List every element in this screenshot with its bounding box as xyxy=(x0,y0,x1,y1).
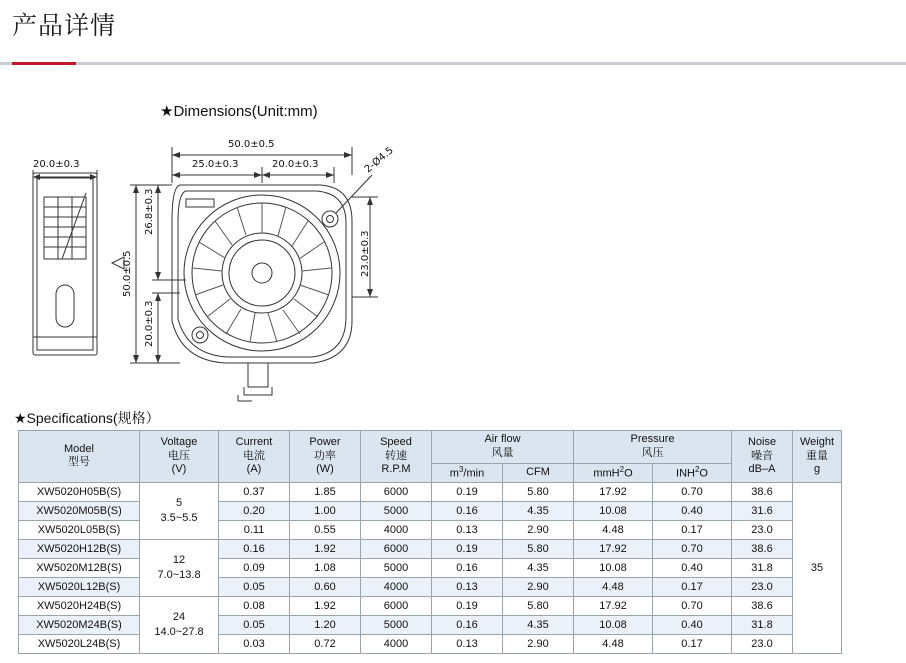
dim-label-seg-right: 20.0±0.3 xyxy=(272,159,319,170)
dim-label-overall-width: 50.0±0.5 xyxy=(228,139,275,150)
cell-speed: 6000 xyxy=(361,482,432,501)
cell-noise: 31.8 xyxy=(732,558,793,577)
cell-pressure-mm: 10.08 xyxy=(574,558,653,577)
cell-noise: 31.8 xyxy=(732,615,793,634)
cell-pressure-mm: 4.48 xyxy=(574,577,653,596)
cell-speed: 4000 xyxy=(361,520,432,539)
cell-model: XW5020M05B(S) xyxy=(19,501,140,520)
cell-pressure-in: 0.70 xyxy=(653,539,732,558)
cell-airflow-cfm: 5.80 xyxy=(503,596,574,615)
cell-speed: 6000 xyxy=(361,539,432,558)
col-airflow-m3: $m^3/\min$ xyxy=(432,463,503,482)
table-header xyxy=(19,431,842,483)
cell-speed: 6000 xyxy=(361,596,432,615)
cell-pressure-mm: 10.08 xyxy=(574,615,653,634)
col-model: Model 型号 xyxy=(19,431,140,483)
cell-pressure-mm: 17.92 xyxy=(574,482,653,501)
cell-airflow-cfm: 5.80 xyxy=(503,539,574,558)
blower-fan-drawing-svg xyxy=(0,125,906,405)
cell-airflow-cfm: 5.80 xyxy=(503,482,574,501)
dim-label-height-50: 50.0±0.5 xyxy=(122,250,133,297)
col-airflow-cfm: CFM xyxy=(503,463,574,482)
cell-model: XW5020H05B(S) xyxy=(19,482,140,501)
cell-pressure-in: 0.17 xyxy=(653,520,732,539)
cell-airflow-m3: 0.19 xyxy=(432,596,503,615)
cell-model: XW5020L24B(S) xyxy=(19,634,140,653)
cell-current: 0.11 xyxy=(219,520,290,539)
cell-power: 0.72 xyxy=(290,634,361,653)
cell-current: 0.05 xyxy=(219,615,290,634)
cell-airflow-cfm: 2.90 xyxy=(503,577,574,596)
table-row xyxy=(19,482,842,501)
cell-noise: 23.0 xyxy=(732,577,793,596)
col-current: Current 电流 (A) xyxy=(219,431,290,483)
col-pressure-in: INH$^2$O xyxy=(653,463,732,482)
cell-voltage xyxy=(140,539,219,596)
cell-current: 0.37 xyxy=(219,482,290,501)
col-noise: Noise 噪音 dB–A xyxy=(732,431,793,483)
cell-pressure-mm: 17.92 xyxy=(574,596,653,615)
dim-label-height-20: 20.0±0.3 xyxy=(144,300,155,347)
cell-airflow-m3: 0.16 xyxy=(432,558,503,577)
dim-label-side-width: 20.0±0.3 xyxy=(33,159,80,170)
col-speed: Speed 转速 R.P.M xyxy=(361,431,432,483)
cell-model: XW5020M24B(S) xyxy=(19,615,140,634)
cell-speed: 5000 xyxy=(361,501,432,520)
page-title: 产品详情 xyxy=(12,12,117,40)
cell-speed: 4000 xyxy=(361,577,432,596)
cell-airflow-cfm: 4.35 xyxy=(503,501,574,520)
cell-airflow-m3: 0.16 xyxy=(432,501,503,520)
voltage-range: 3.5~5.5 xyxy=(160,511,198,524)
table-row xyxy=(19,539,842,558)
cell-noise: 38.6 xyxy=(732,482,793,501)
cell-power: 1.92 xyxy=(290,539,361,558)
cell-airflow-cfm: 2.90 xyxy=(503,520,574,539)
col-voltage: Voltage 电压 (V) xyxy=(140,431,219,483)
cell-noise: 31.6 xyxy=(732,501,793,520)
cell-voltage xyxy=(140,482,219,539)
cell-pressure-in: 0.70 xyxy=(653,596,732,615)
cell-pressure-in: 0.40 xyxy=(653,501,732,520)
cell-noise: 23.0 xyxy=(732,520,793,539)
cell-power: 0.55 xyxy=(290,520,361,539)
cell-speed: 5000 xyxy=(361,558,432,577)
col-power: Power 功率 (W) xyxy=(290,431,361,483)
cell-pressure-in: 0.40 xyxy=(653,615,732,634)
cell-power: 1.20 xyxy=(290,615,361,634)
voltage-range: 14.0~27.8 xyxy=(154,625,204,638)
cell-pressure-in: 0.70 xyxy=(653,482,732,501)
cell-airflow-m3: 0.13 xyxy=(432,520,503,539)
dim-label-height-23: 23.0±0.3 xyxy=(360,230,371,277)
col-pressure-mm: mmH$^2$O xyxy=(574,463,653,482)
cell-airflow-cfm: 4.35 xyxy=(503,615,574,634)
cell-airflow-cfm: 4.35 xyxy=(503,558,574,577)
cell-airflow-m3: 0.13 xyxy=(432,634,503,653)
cell-weight: 35 xyxy=(793,482,842,653)
cell-airflow-m3: 0.19 xyxy=(432,539,503,558)
cell-airflow-m3: 0.19 xyxy=(432,482,503,501)
cell-current: 0.20 xyxy=(219,501,290,520)
voltage-nominal: 24 xyxy=(172,611,186,624)
cell-pressure-in: 0.40 xyxy=(653,558,732,577)
cell-pressure-mm: 17.92 xyxy=(574,539,653,558)
cell-pressure-in: 0.17 xyxy=(653,634,732,653)
cell-current: 0.16 xyxy=(219,539,290,558)
table-body xyxy=(19,482,842,653)
cell-noise: 38.6 xyxy=(732,596,793,615)
title-divider xyxy=(0,62,906,65)
cell-speed: 5000 xyxy=(361,615,432,634)
cell-pressure-in: 0.17 xyxy=(653,577,732,596)
voltage-range: 7.0~13.8 xyxy=(157,568,201,581)
cell-voltage xyxy=(140,596,219,653)
cell-power: 1.00 xyxy=(290,501,361,520)
specifications-heading: ★Specifications(规格） xyxy=(14,410,160,426)
cell-power: 0.60 xyxy=(290,577,361,596)
cell-current: 0.03 xyxy=(219,634,290,653)
cell-current: 0.05 xyxy=(219,577,290,596)
cell-power: 1.08 xyxy=(290,558,361,577)
col-airflow: Air flow 风量 xyxy=(432,431,574,464)
col-pressure: Pressure 风压 xyxy=(574,431,732,464)
dimensions-drawing xyxy=(0,125,906,405)
cell-airflow-m3: 0.16 xyxy=(432,615,503,634)
cell-pressure-mm: 10.08 xyxy=(574,501,653,520)
dim-label-holes: 2-Ø4.5 xyxy=(362,145,396,176)
table-row xyxy=(19,596,842,615)
cell-power: 1.92 xyxy=(290,596,361,615)
cell-current: 0.08 xyxy=(219,596,290,615)
cell-speed: 4000 xyxy=(361,634,432,653)
cell-noise: 38.6 xyxy=(732,539,793,558)
cell-airflow-cfm: 2.90 xyxy=(503,634,574,653)
cell-pressure-mm: 4.48 xyxy=(574,520,653,539)
col-weight: Weight 重量 g xyxy=(793,431,842,483)
cell-model: XW5020M12B(S) xyxy=(19,558,140,577)
dim-label-height-268: 26.8±0.3 xyxy=(144,188,155,235)
dim-label-seg-left: 25.0±0.3 xyxy=(192,159,239,170)
voltage-nominal: 12 xyxy=(172,554,186,567)
title-divider-accent xyxy=(12,62,76,65)
cell-model: XW5020L12B(S) xyxy=(19,577,140,596)
cell-power: 1.85 xyxy=(290,482,361,501)
cell-model: XW5020H12B(S) xyxy=(19,539,140,558)
cell-model: XW5020L05B(S) xyxy=(19,520,140,539)
cell-noise: 23.0 xyxy=(732,634,793,653)
specifications-table xyxy=(18,430,842,654)
cell-current: 0.09 xyxy=(219,558,290,577)
cell-airflow-m3: 0.13 xyxy=(432,577,503,596)
voltage-nominal: 5 xyxy=(175,497,183,510)
cell-pressure-mm: 4.48 xyxy=(574,634,653,653)
cell-model: XW5020H24B(S) xyxy=(19,596,140,615)
dimensions-heading: ★Dimensions(Unit:mm) xyxy=(160,103,318,120)
